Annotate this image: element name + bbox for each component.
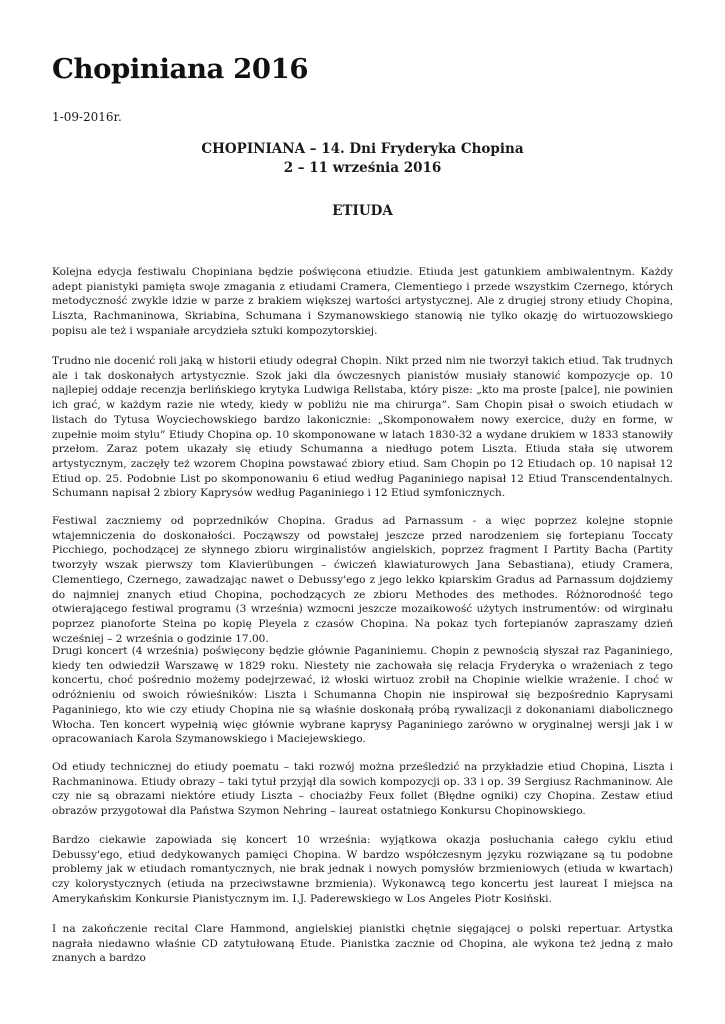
festival-theme: ETIUDA (332, 203, 393, 219)
paragraph-chopin-history: Trudno nie docenić roli jaką w historii etiudy odegrał Chopin. Nikt przed nim nie tworzył takich etiud. Tak trudnych ale i tak doskonałych artystycznie. Szok jaki dla ówczesnych pianistów musiały stanowić kompozycje op. 10 najlepiej oddaje recenzja berlińskiego krytyka Ludwiga Rellstaba, który pisze: „kto ma proste [palce], nie powinien ich grać, w każdym razie nie wtedy, kiedy w pobliżu nie ma chirurga”. Sam Chopin pisał o swoich etiudach w listach do Tytusa Woyciechowskiego bardzo lakonicznie: „Skomponowałem nowy exercice, duży en forme, w zupełnie moim stylu” Etiudy Chopina op. 10 skomponowane w latach 1830-32 a wydane drukiem w 1833 stanowiły przełom. Zaraz potem ukazały się etiudy Schumanna a niedługo potem Liszta. Etiuda stała się utworem artystycznym, zaczęły też wzorem Chopina powstawać zbiory etiud. Sam Chopin po 12 Etiudach op. 10 napisał 12 Etiud op. 25. Podobnie List po skomponowaniu 6 etiud według Paganiniego napisał 12 Etiud Transcendentalnych. Schumann napisał 2 zbiory Kaprysów według Paganiniego i 12 Etiud symfonicznych. (52, 355, 673, 500)
festival-dates: 2 – 11 września 2016 (283, 160, 442, 176)
festival-heading: CHOPINIANA – 14. Dni Fryderyka Chopina (201, 141, 524, 157)
paragraph-paganini-concert: Drugi koncert (4 września) poświęcony będzie głównie Paganiniemu. Chopin z pewnością słyszał raz Paganiniego, kiedy ten odwiedził Warszawę w 1829 roku. Niestety nie zachowała się relacja Fryderyka o wrażeniach z tego koncertu, choć pośrednio możemy podejrzewać, iż włoski wirtuoz zrobił na Chopinie wielkie wrażenie. I choć w odróżnieniu od swoich rówieśników: Liszta i Schumanna Chopin nie inspirował się bezpośrednio Kaprysami Paganiniego, kto wie czy etiudy Chopina nie są właśnie doskonałą próbą rywalizacji z dokonaniami diabolicznego Włocha. Ten koncert wypełnią więc głównie wybrane kaprysy Paganiniego zarówno w oryginalnej wersji jak i w opracowaniach Karola Szymanowskiego i Maciejewskiego. (52, 645, 673, 746)
paragraph-etudes-tableaux: Od etiudy technicznej do etiudy poematu – taki rozwój można prześledzić na przykładzie etiud Chopina, Liszta i Rachmaninowa. Etiudy obrazy – taki tytuł przyjął dla sowich kompozycji op. 33 i op. 39 Sergiusz Rachmaninow. Ale czy nie są obrazami niektóre etiudy Liszta – chociażby Feux follet (Błędne ogniki) czy Chopina. Zestaw etiud obrazów przygotował dla Państwa Szymon Nehring – laureat ostatniego Konkursu Chopinowskiego. (52, 761, 673, 818)
paragraph-debussy-concert: Bardzo ciekawie zapowiada się koncert 10 września: wyjątkowa okazja posłuchania całego cyklu etiud Debussy'ego, etiud dedykowanych pamięci Chopina. W bardzo współczesnym języku rozwiązane są tu podobne problemy jak w etiudach romantycznych, nie brak jednak i nowych pomysłów brzmieniowych (etiuda w kwartach) czy kolorystycznych (etiuda na przeciwstawne brzmienia). Wykonawcą tego koncertu jest laureat I miejsca na Amerykańskim Konkursie Pianistycznym im. I.J. Paderewskiego w Los Angeles Piotr Kosiński. (52, 834, 673, 905)
paragraph-first-concert: Festiwal zaczniemy od poprzedników Chopina. Gradus ad Parnassum - a więc poprzez kolejne stopnie wtajemniczenia do doskonałości. Począwszy od powstałej jeszcze przed narodzeniem się fortepianu Toccaty Picchiego, pochodzącej ze słynnego zbioru wirginalistów angielskich, poprzez fragment I Partity Bacha (Partity tworzyły wszak pierwszy tom Klavierübungen – ćwiczeń klawiaturowych Jana Sebastiana), etiudy Cramera, Clementiego, Czernego, zawadzając nawet o Debussy'ego z jego lekko kpiarskim Gradus ad Parnassum dojdziemy do najmniej znanych etiud Chopina, pochodzących ze zbioru Methodes des methodes. Różnorodność tego otwierającego festiwal programu (3 września) wzmocni jeszcze mozaikowość użytych instrumentów: od wirginału poprzez pianoforte Steina po kopię Pleyela z czasów Chopina. Na pokaz tych fortepianów zapraszamy dzień wcześniej – 2 września o godzinie 17.00. (52, 515, 673, 645)
document-title: Chopiniana 2016 (52, 53, 309, 85)
paragraph-final-recital: I na zakończenie recital Clare Hammond, angielskiej pianistki chętnie sięgającej o polski repertuar. Artystka nagrała niedawno właśnie CD zatytułowaną Etude. Pianistka zacznie od Chopina, ale wykona też jedną z mało znanych a bardzo (52, 923, 673, 965)
paragraph-intro: Kolejna edycja festiwalu Chopiniana będzie poświęcona etiudzie. Etiuda jest gatunkiem ambiwalentnym. Każdy adept pianistyki pamięta swoje zmagania z etiudami Cramera, Clementiego i przede wszystkim Czernego, których metodyczność zwykle idzie w parze z brakiem większej wartości artystycznej. Ale z drugiej strony etiudy Chopina, Liszta, Rachmaninowa, Skriabina, Schumana i Szymanowskiego stanowią nie tylko okazję do wirtuozowskiego popisu ale też i wspaniałe arcydzieła sztuki kompozytorskiej. (52, 266, 673, 337)
publication-date: 1-09-2016r. (52, 110, 122, 124)
